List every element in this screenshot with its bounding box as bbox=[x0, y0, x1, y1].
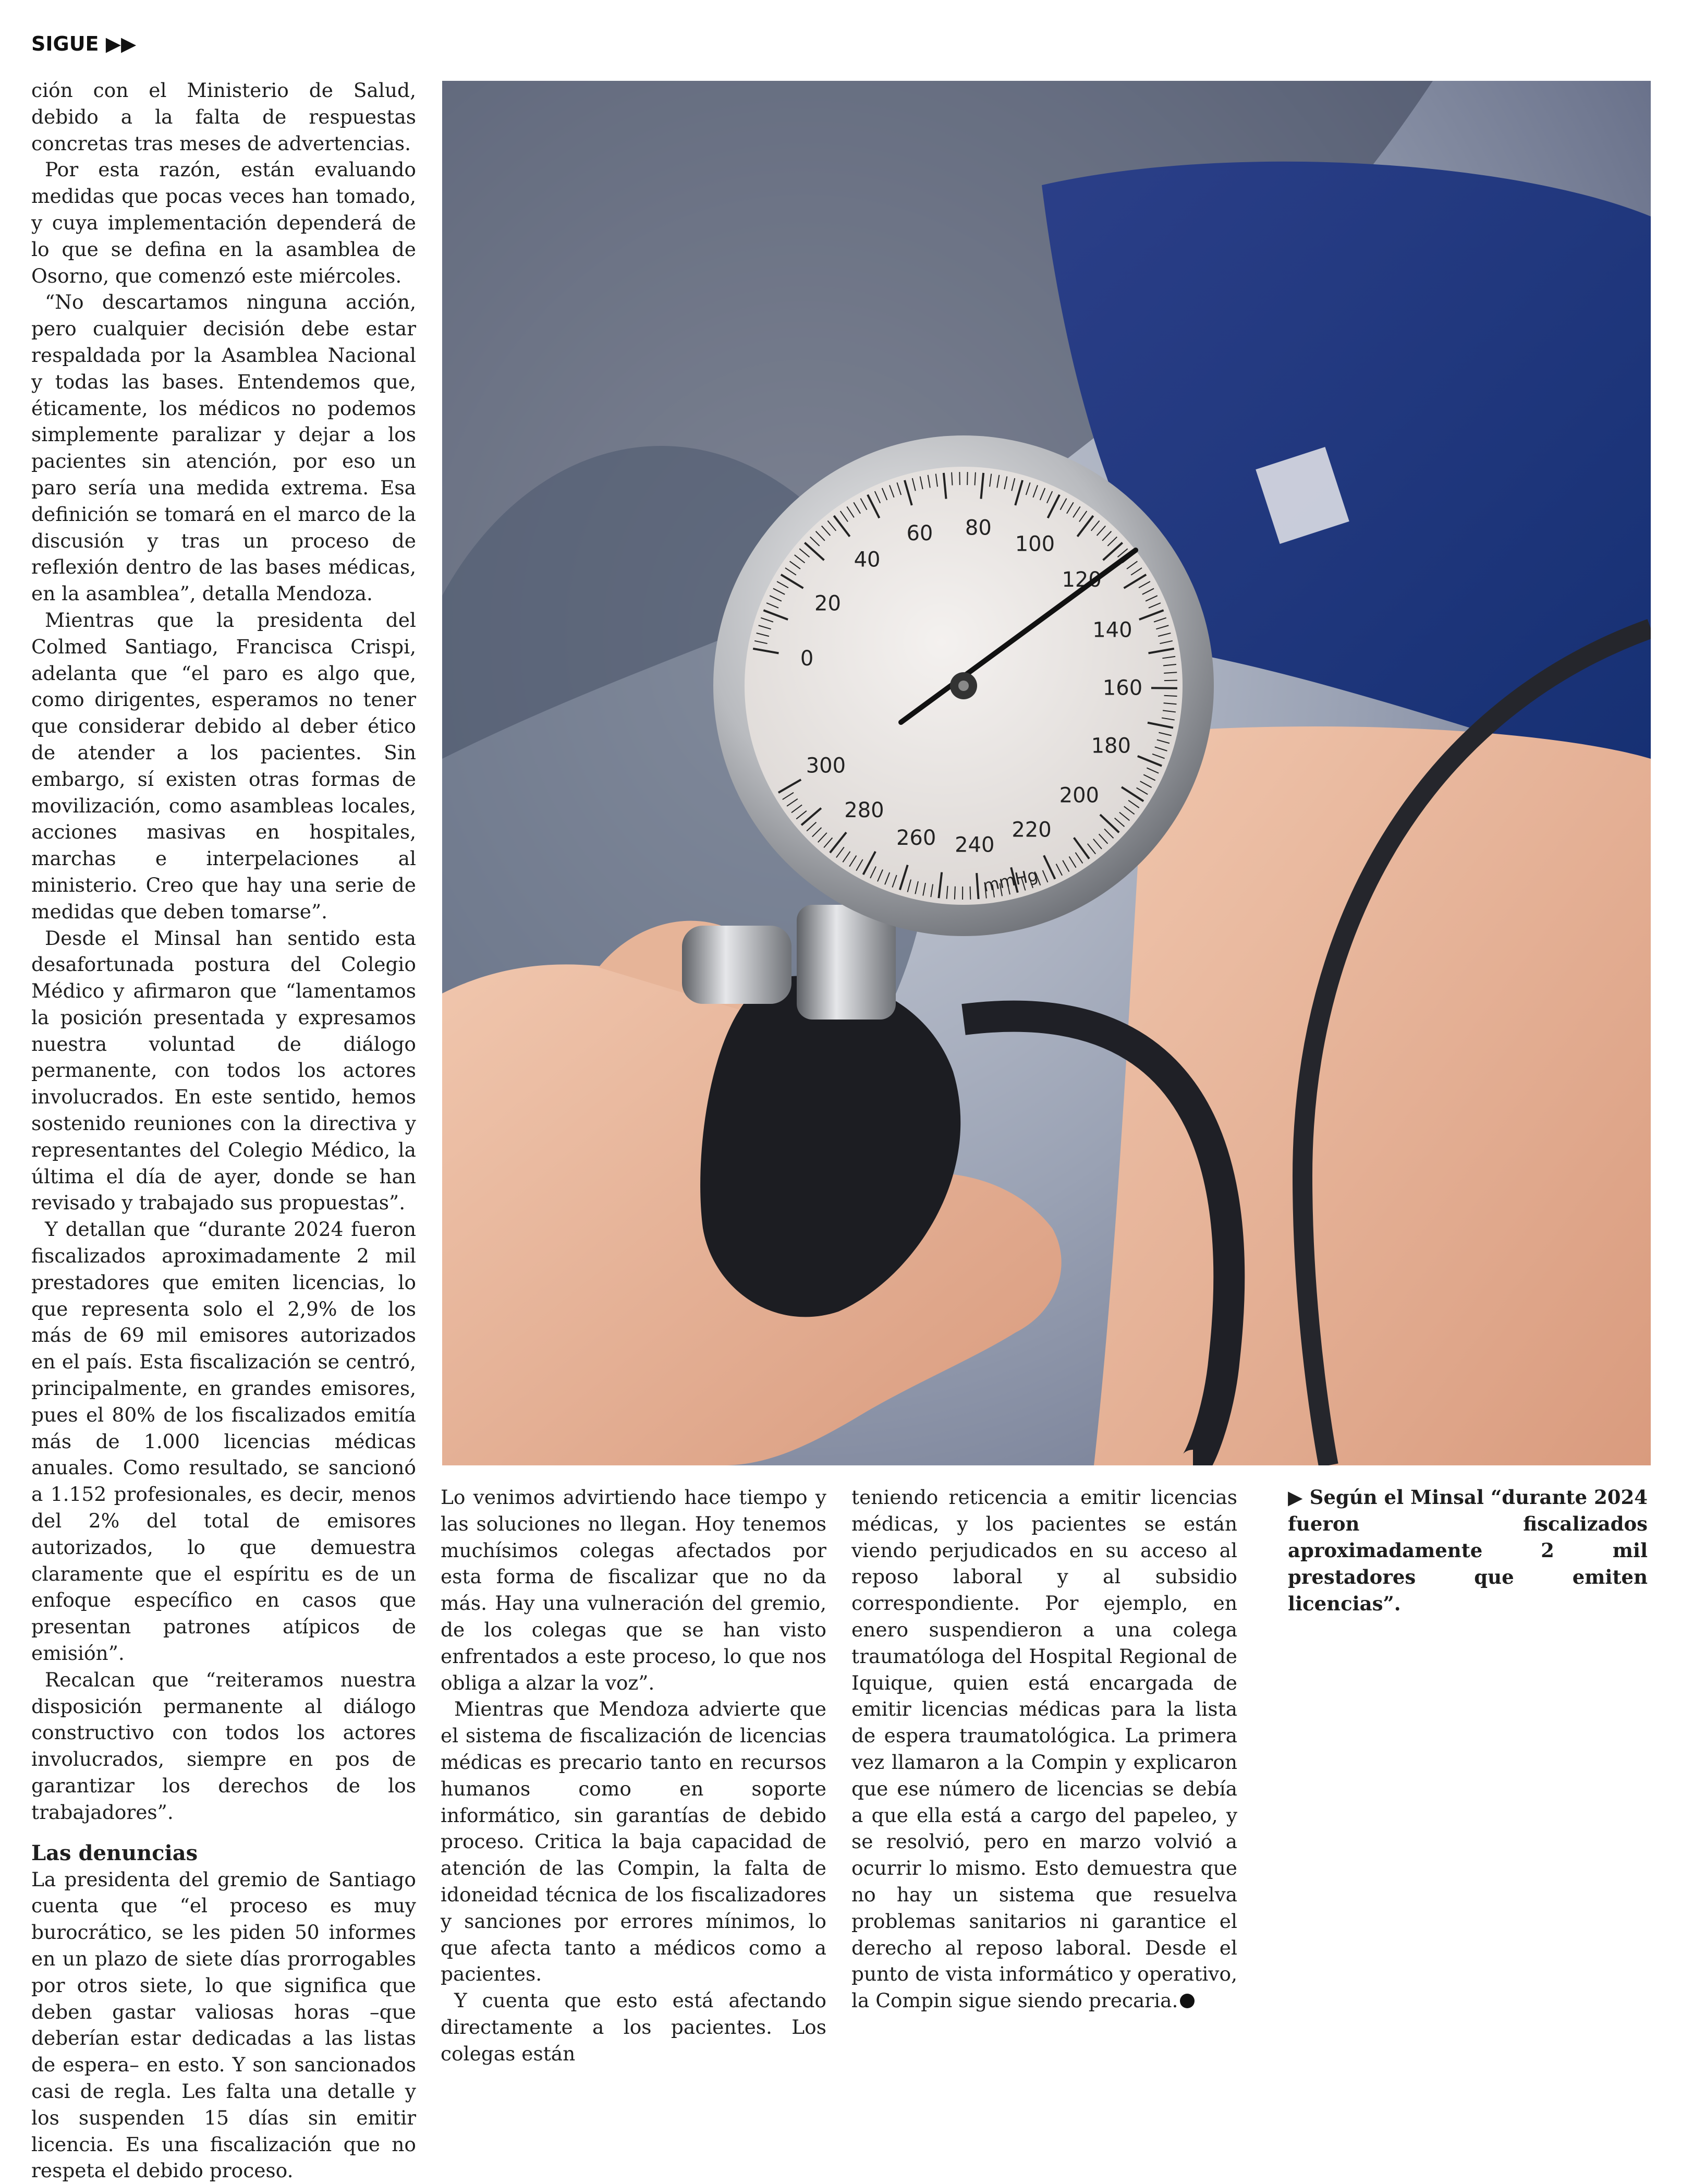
subheading: Las denuncias bbox=[31, 1840, 416, 1866]
section-label: SIGUE ▶▶ bbox=[31, 32, 136, 55]
gauge-label: 20 bbox=[814, 591, 841, 615]
paragraph: Lo venimos advirtiendo hace tiempo y las soluciones no llegan. Hoy tenemos muchísimos colegas afectados por esta forma de fiscalizar que no da más. Hay una vulneración del gremio, de los colegas que se han visto enfrentados a este proceso, lo que nos obliga a alzar la voz”. bbox=[441, 1484, 826, 1696]
gauge-label: 280 bbox=[844, 798, 884, 822]
gauge-label: 40 bbox=[854, 548, 881, 572]
gauge-label: 200 bbox=[1059, 783, 1099, 807]
photo-illustration bbox=[442, 81, 1651, 1465]
paragraph: “No descartamos ninguna acción, pero cualquier decisión debe estar respaldada por la Asamblea Nacional y todas las bases. Entendemos que, éticamente, los médicos no podemos simplemente paralizar y dejar a los pacientes sin atención, por eso un paro sería una medida extrema. Esa definición se tomará en el marco de la discusión y tras un proceso de reflexión dentro de las bases médicas, en la asamblea”, detalla Mendoza. bbox=[31, 289, 416, 607]
gauge-label: 260 bbox=[896, 826, 936, 850]
gauge-label: 240 bbox=[955, 833, 994, 857]
paragraph: Por esta razón, están evaluando medidas que pocas veces han tomado, y cuya implementación dependerá de lo que se defina en la asamblea de Osorno, que comenzó este miércoles. bbox=[31, 156, 416, 289]
gauge-label: 120 bbox=[1062, 568, 1101, 592]
valve-knob bbox=[682, 926, 791, 1004]
gauge-label: 100 bbox=[1015, 532, 1055, 556]
gauge-label: 220 bbox=[1012, 818, 1051, 842]
gauge-tick bbox=[970, 887, 971, 900]
end-of-article-mark bbox=[1180, 1994, 1195, 2008]
paragraph: Desde el Minsal han sentido esta desafortunada postura del Colegio Médico y afirmaron que “lamentamos la posición presentada y expresamos nuestra voluntad de diálogo permanente, con todos los actores involucrados. En este sentido, hemos sostenido reuniones con la directiva y representantes del Colegio Médico, la última el día de ayer, donde se han revisado y trabajado sus propuestas”. bbox=[31, 925, 416, 1217]
paragraph: La presidenta del gremio de Santiago cuenta que “el proceso es muy burocrático, se les piden 50 informes en un plazo de siete días prorrogables por otros siete, lo que significa que deben gastar valiosas horas –que deberían estar dedicadas a las listas de espera– en esto. Y son sancionados casi de regla. Les falta una detalle y los suspenden 15 días sin emitir licencia. Es una fiscalización que no respeta el debido proceso. bbox=[31, 1866, 416, 2184]
gauge-label: 160 bbox=[1103, 676, 1142, 700]
gauge-label: 180 bbox=[1091, 734, 1131, 758]
paragraph: Y cuenta que esto está afectando directamente a los pacientes. Los colegas están bbox=[441, 1987, 826, 2067]
blood-pressure-gauge-photo bbox=[442, 81, 1651, 1465]
paragraph: ción con el Ministerio de Salud, debido a la falta de respuestas concretas tras meses de advertencias. bbox=[31, 77, 416, 156]
paragraph: Mientras que Mendoza advierte que el sistema de fiscalización de licencias médicas es precario tanto en recursos humanos como en soporte informático, sin garantías de debido proceso. Critica la baja capacidad de atención de las Compin, la falta de idoneidad técnica de los fiscalizadores y sanciones por errores mínimos, lo que afecta tanto a médicos como a pacientes. bbox=[441, 1696, 826, 1987]
gauge-label: 0 bbox=[800, 647, 813, 671]
photo-caption: ▶ Según el Minsal “durante 2024 fueron fiscalizados aproximadamente 2 mil prestadores que emiten licencias”. bbox=[1288, 1484, 1648, 1617]
gauge-label: 140 bbox=[1092, 618, 1132, 642]
paragraph: Mientras que la presidenta del Colmed Santiago, Francisca Crispi, adelanta que “el paro es algo que, como dirigentes, esperamos no tener que considerar debido al deber ético de atender a los pacientes. Sin embargo, sí existen otras formas de movilización, como asambleas locales, acciones masivas en hospitales, marchas e interpelaciones al ministerio. Creo que hay una serie de medidas que deben tomarse”. bbox=[31, 607, 416, 925]
paragraph: Y detallan que “durante 2024 fueron fiscalizados aproximadamente 2 mil prestadores que emiten licencias, lo que representa solo el 2,9% de los más de 69 mil emisores autorizados en el país. Esta fiscalización se centró, principalmente, en grandes emisores, pues el 80% de los fiscalizados emitía más de 1.000 licencias médicas anuales. Como resultado, se sancionó a 1.152 profesionales, es decir, menos del 2% del total de emisores autorizados, lo que demuestra claramente que el espíritu es de un enfoque específico en casos que presentan patrones atípicos de emisión”. bbox=[31, 1216, 416, 1667]
gauge-label: 300 bbox=[806, 754, 846, 778]
article-column-3 bbox=[851, 1484, 1237, 2014]
gauge-unit-label: mmHg bbox=[981, 865, 1040, 895]
gauge-label: 80 bbox=[965, 516, 992, 540]
paragraph: teniendo reticencia a emitir licencias médicas, y los pacientes se están viendo perjudicados en su acceso al reposo laboral y al subsidio correspondiente. Por ejemplo, en enero suspendieron a una colega traumatóloga del Hospital Regional de Iquique, quien está encargada de emitir licencias médicas para la lista de espera traumatológica. La primera vez llamaron a la Compin y explicaron que ese número de licencias se debía a que ella está a cargo del papeleo, y se resolvió, pero en marzo volvió a ocurrir lo mismo. Esto demuestra que no hay un sistema que resuelva problemas sanitarios ni garantice el derecho al reposo laboral. Desde el punto de vista informático y operativo, la Compin sigue siendo precaria. bbox=[851, 1484, 1237, 2014]
article-column-1 bbox=[31, 77, 416, 2184]
paragraph: Recalcan que “reiteramos nuestra disposición permanente al diálogo constructivo con todos los actores involucrados, siempre en pos de garantizar los derechos de los trabajadores”. bbox=[31, 1667, 416, 1826]
gauge-label: 60 bbox=[906, 521, 933, 545]
article-column-2 bbox=[441, 1484, 826, 2067]
